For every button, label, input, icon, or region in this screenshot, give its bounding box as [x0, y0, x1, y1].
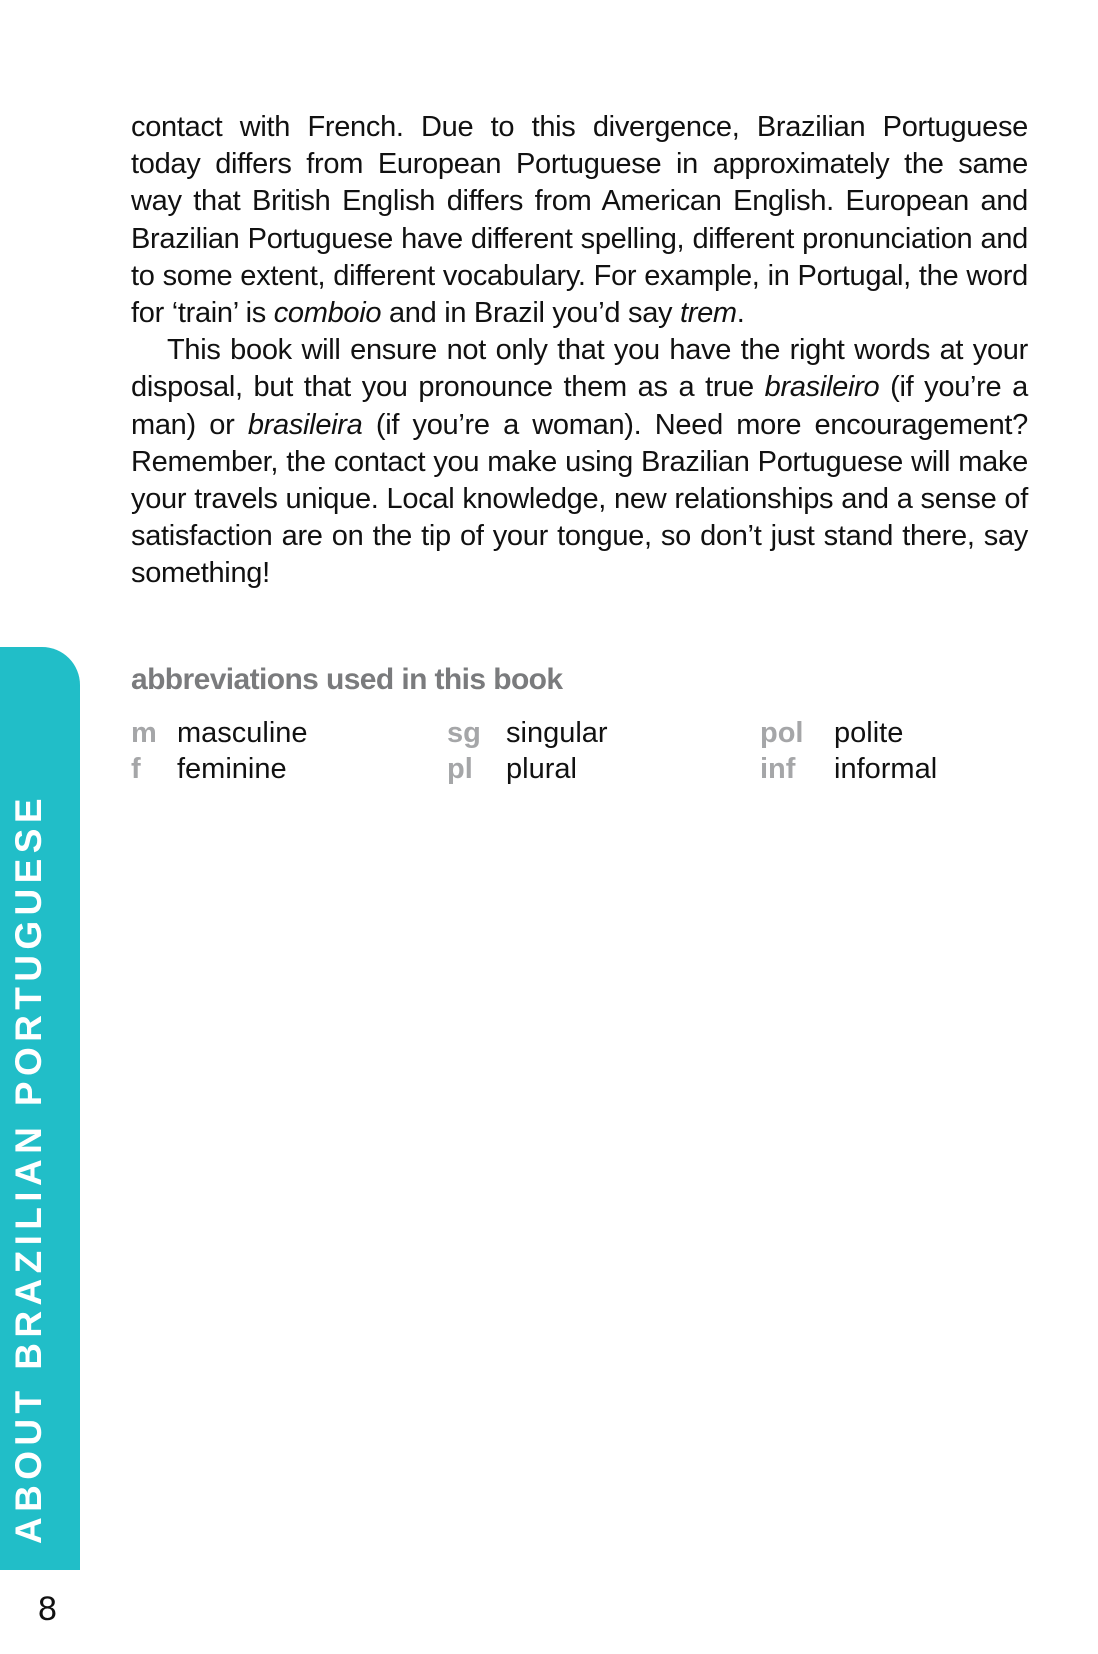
- abbreviations-heading: abbreviations used in this book: [131, 663, 563, 696]
- paragraph-2: [131, 332, 1028, 592]
- abbreviation-key: inf: [760, 753, 796, 785]
- abbreviation-value: informal: [834, 753, 938, 785]
- abbreviation-key: m: [131, 717, 157, 749]
- chapter-side-tab-label: ABOUT BRAZILIAN PORTUGUESE: [8, 793, 49, 1544]
- abbreviation-value: polite: [834, 717, 904, 749]
- text-run: (if you’re a man) or: [131, 371, 1028, 441]
- text-run: and in Brazil you’d say: [381, 297, 680, 330]
- abbreviation-value: masculine: [177, 717, 308, 749]
- chapter-side-tab: [0, 647, 80, 1570]
- italic-term-brasileira: brasileira: [247, 408, 363, 441]
- italic-term-trem: trem: [679, 297, 737, 330]
- text-run: contact with French. Due to this divergence, Brazilian Portuguese today differs from European Portuguese in approximately the same way that British English differs from American English. European and Brazilian Portuguese have different spelling, different pronunciation and to some extent, different vocabulary. For example, in Portugal, the word for ‘train’ is: [131, 111, 1028, 330]
- paragraph-1: [131, 109, 1028, 332]
- page-number: 8: [38, 1590, 57, 1628]
- text-run: (if you’re a woman). Need more encouragement? Remember, the contact you make using Brazilian Portuguese will make your travels unique. Local knowledge, new relationships and a sense of satisfaction are on the tip of your tongue, so don’t just stand there, say something!: [131, 408, 1028, 590]
- abbreviation-value: singular: [506, 717, 608, 749]
- abbreviation-value: feminine: [177, 753, 287, 785]
- abbreviation-value: plural: [506, 753, 577, 785]
- abbreviation-key: f: [131, 753, 141, 785]
- abbreviations-list: [131, 715, 1031, 795]
- text-run: This book will ensure not only that you have the right words at your disposal, but that you pronounce them as a true: [131, 334, 1028, 404]
- body-text: [131, 109, 1028, 593]
- text-run: .: [736, 297, 745, 330]
- abbreviation-key: pol: [760, 717, 804, 749]
- abbreviation-key: pl: [447, 753, 473, 785]
- italic-term-brasileiro: brasileiro: [764, 371, 880, 404]
- italic-term-comboio: comboio: [273, 297, 382, 330]
- abbreviation-key: sg: [447, 717, 481, 749]
